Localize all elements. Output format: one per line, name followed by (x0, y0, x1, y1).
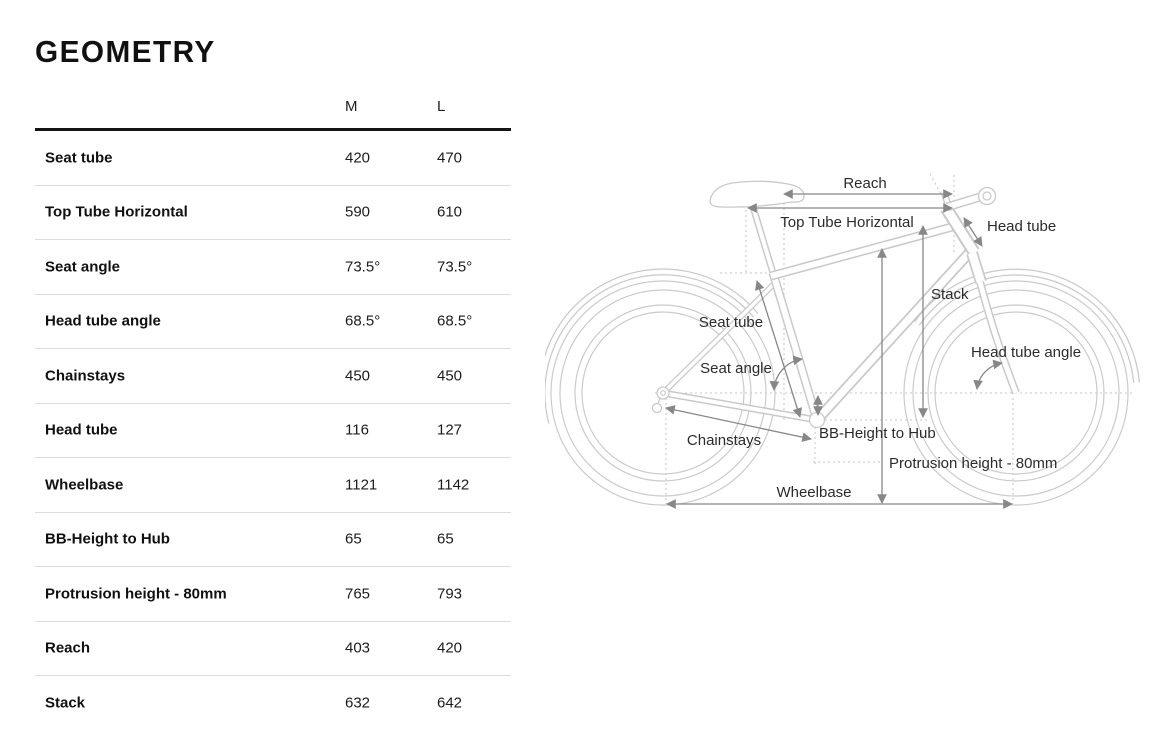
table-row (35, 512, 511, 567)
diagram-label-stack: Stack (931, 286, 969, 303)
handlebar-icon (979, 188, 996, 205)
table-row (35, 348, 511, 403)
row-value-m: 1121 (345, 476, 378, 494)
row-value-m: 116 (345, 421, 369, 439)
table-row (35, 239, 511, 294)
row-value-m: 403 (345, 639, 371, 657)
table-header-row (35, 85, 511, 131)
table-row (35, 566, 511, 621)
diagram-label-wheelbase: Wheelbase (776, 484, 852, 501)
row-value-l: 73.5° (437, 258, 473, 276)
diagram-label-top-tube: Top Tube Horizontal (780, 214, 914, 231)
row-label: Wheelbase (45, 476, 124, 494)
table-row (35, 675, 511, 730)
table-row (35, 185, 511, 240)
row-label: Seat angle (45, 258, 121, 276)
row-value-m: 450 (345, 367, 371, 385)
diagram-label-seat-tube: Seat tube (698, 314, 764, 331)
row-value-m: 632 (345, 694, 371, 712)
row-label: Head tube (45, 421, 118, 439)
row-label: Seat tube (45, 149, 113, 167)
geometry-table-body (35, 131, 511, 730)
row-label: BB-Height to Hub (45, 530, 170, 548)
row-value-l: 610 (437, 203, 463, 221)
diagram-labels (687, 175, 1081, 501)
column-header-l: L (437, 98, 446, 115)
row-label: Protrusion height - 80mm (45, 585, 227, 603)
row-value-m: 65 (345, 530, 362, 548)
row-label: Top Tube Horizontal (45, 203, 188, 221)
row-label: Reach (45, 639, 91, 657)
diagram-label-protrusion: Protrusion height - 80mm (889, 455, 1058, 472)
row-value-m: 73.5° (345, 258, 381, 276)
geometry-table (35, 85, 511, 730)
diagram-label-head-tube: Head tube (987, 218, 1057, 235)
row-value-l: 642 (437, 694, 463, 712)
row-value-l: 1142 (437, 476, 470, 494)
diagram-label-head-tube-angle: Head tube angle (970, 344, 1082, 361)
column-header-m: M (345, 98, 358, 115)
row-value-l: 450 (437, 367, 463, 385)
diagram-label-bb-height: BB-Height to Hub (819, 425, 936, 442)
row-value-l: 127 (437, 421, 463, 439)
row-value-l: 68.5° (437, 312, 473, 330)
row-value-m: 590 (345, 203, 371, 221)
table-row (35, 457, 511, 512)
diagram-label-chainstays: Chainstays (686, 432, 762, 449)
row-value-m: 765 (345, 585, 371, 603)
page-title: GEOMETRY (35, 34, 216, 69)
bike-geometry-diagram (545, 130, 1171, 534)
table-row (35, 621, 511, 676)
row-value-l: 420 (437, 639, 463, 657)
table-row (35, 131, 511, 185)
table-row (35, 403, 511, 458)
diagram-label-seat-angle: Seat angle (700, 360, 772, 377)
row-value-l: 65 (437, 530, 454, 548)
row-label: Chainstays (45, 367, 126, 385)
table-row (35, 294, 511, 349)
row-value-l: 470 (437, 149, 463, 167)
row-label: Stack (45, 694, 86, 712)
diagram-label-reach: Reach (843, 175, 887, 192)
row-value-m: 68.5° (345, 312, 381, 330)
row-value-m: 420 (345, 149, 371, 167)
row-value-l: 793 (437, 585, 463, 603)
row-label: Head tube angle (45, 312, 161, 330)
